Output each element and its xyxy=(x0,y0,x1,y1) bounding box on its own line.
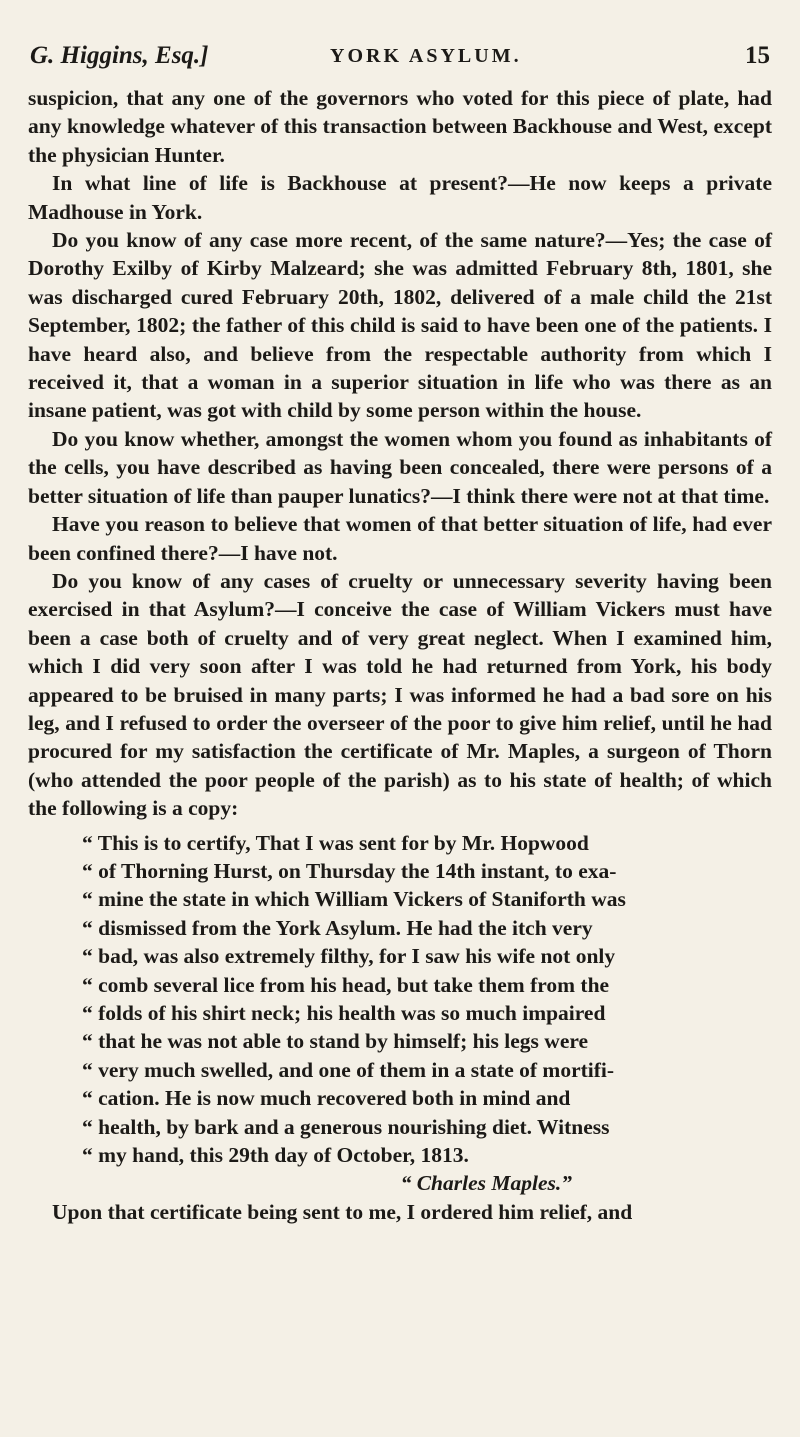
paragraph: In what line of life is Backhouse at present?—He now keeps a private Madhouse in York. xyxy=(28,171,772,224)
paragraph: suspicion, that any one of the governors who voted for this piece of plate, had any knowledge whatever of this transaction between Backhouse and West, except the physician Hunter. xyxy=(28,86,772,167)
closing-line: Upon that certificate being sent to me, I ordered him relief, and xyxy=(52,1199,633,1224)
page-number: 15 xyxy=(745,42,770,69)
running-head xyxy=(30,36,770,76)
certificate-line: “ cation. He is now much recovered both in mind and xyxy=(82,1086,571,1111)
paragraph: Do you know whether, amongst the women whom you found as inhabitants of the cells, you have described as having been concealed, there were persons of a better situation of life than pauper lunatics?—I think there were not at that time. xyxy=(28,426,772,508)
paragraph: Have you reason to believe that women of that better situation of life, had ever been confined there?—I have not. xyxy=(28,512,772,565)
certificate-line: “ folds of his shirt neck; his health was so much impaired xyxy=(82,1001,606,1025)
certificate-line: “ This is to certify, That I was sent for by Mr. Hopwood xyxy=(82,830,589,855)
certificate-line: “ comb several lice from his head, but take them from the xyxy=(82,972,610,997)
body-text xyxy=(28,84,772,1226)
certificate-line: “ dismissed from the York Asylum. He had the itch very xyxy=(82,915,593,940)
certificate-line: “ mine the state in which William Vickers of Staniforth was xyxy=(82,887,626,912)
running-head-author: G. Higgins, Esq.] xyxy=(30,42,209,69)
paragraph: Do you know of any cases of cruelty or unnecessary severity having been exercised in that Asylum?—I conceive the case of William Vickers must have been a case both of cruelty and of very great neglect. When I examined him, which I did very soon after I was told he had returned from York, his body appeared to be bruised in many parts; I was informed he had a bad sore on his leg, and I refused to order the overseer of the poor to give him relief, until he had procured for my satisfaction the certificate of Mr. Maples, a surgeon of Thorn (who attended the poor people of the parish) as to his state of health; of which the following is a copy: xyxy=(28,568,772,821)
certificate-quote xyxy=(28,829,772,1198)
certificate-line: “ bad, was also extremely filthy, for I saw his wife not only xyxy=(82,944,616,969)
certificate-line: “ health, by bark and a generous nourishing diet. Witness xyxy=(82,1114,610,1139)
certificate-signature: “ Charles Maples.” xyxy=(400,1171,572,1196)
paragraph: Do you know of any case more recent, of the same nature?—Yes; the case of Dorothy Exilby of Kirby Malzeard; she was admitted February 8th, 1801, she was discharged cured February 20th, 1802, delivered of a male child the 21st September, 1802; the father of this child is said to have been one of the patients. I have heard also, and believe from the respectable authority from which I received it, that a woman in a superior situation in life who was there as an insane patient, was got with child by some person within the house. xyxy=(28,228,772,423)
certificate-line: “ very much swelled, and one of them in a state of mortifi- xyxy=(82,1057,615,1082)
certificate-line: “ that he was not able to stand by himself; his legs were xyxy=(82,1029,589,1054)
certificate-line: “ my hand, this 29th day of October, 1813. xyxy=(82,1143,469,1168)
running-head-title: YORK ASYLUM. xyxy=(330,45,522,67)
certificate-line: “ of Thorning Hurst, on Thursday the 14th instant, to exa- xyxy=(82,858,617,883)
